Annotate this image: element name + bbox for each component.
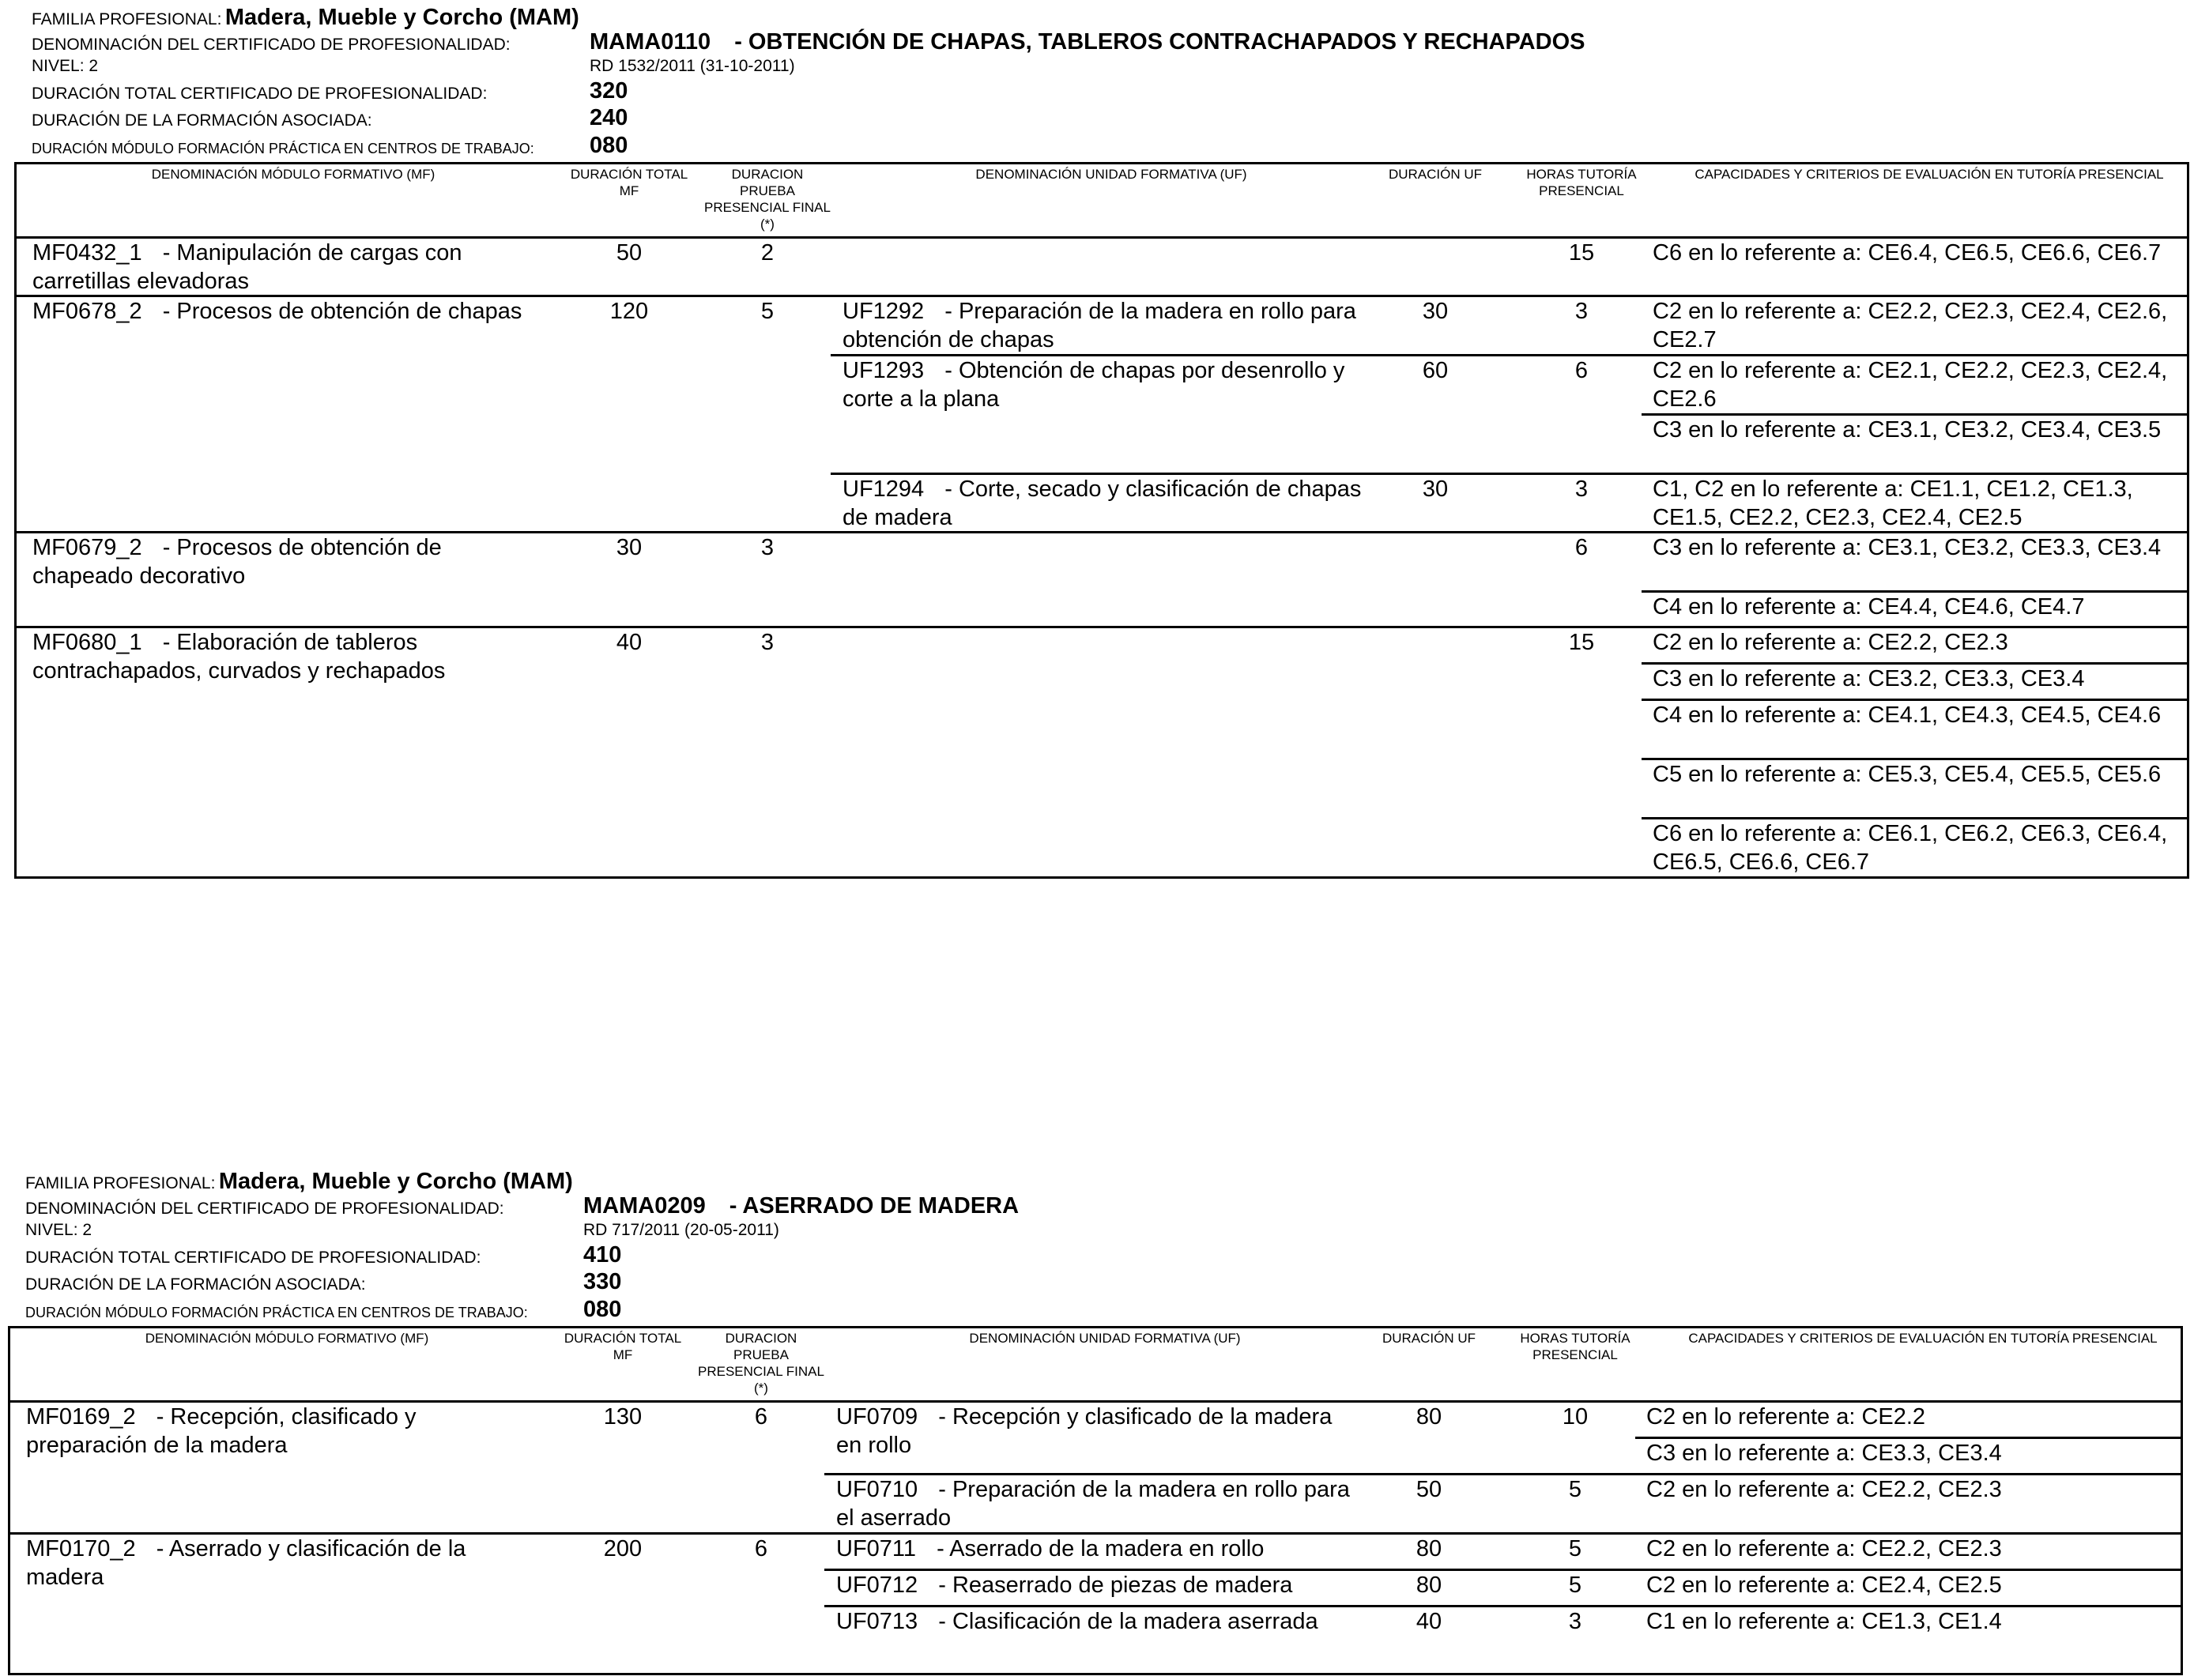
certificate-code: MAMA0209 [583,1193,706,1219]
certificate-code: MAMA0110 [590,29,711,55]
uf-name-cell [843,297,1364,354]
mf-name: - Procesos de obtención de chapeado decorativo [32,535,442,589]
capacidad-cell: C6 en lo referente a: CE6.1, CE6.2, CE6.3, CE6.4, CE6.5, CE6.6, CE6.7 [1653,821,2168,875]
uf-name-cell [843,475,1364,532]
duracion-practica-label: DURACIÓN MÓDULO FORMACIÓN PRÁCTICA EN CENTROS DE TRABAJO: [32,141,534,156]
duracion-total-label: DURACIÓN TOTAL CERTIFICADO DE PROFESIONALIDAD: [25,1249,481,1267]
duracion-practica-label: DURACIÓN MÓDULO FORMACIÓN PRÁCTICA EN CENTROS DE TRABAJO: [25,1305,528,1320]
col-header-mf: DENOMINACIÓN MÓDULO FORMATIVO (MF) [145,1331,429,1346]
mf-prueba: 3 [760,630,775,655]
duracion-formacion-value: 240 [590,105,628,130]
uf-duracion: 80 [1416,1536,1442,1561]
mf-total: 120 [609,299,649,324]
uf-code: UF0709 [836,1404,918,1430]
familia-row [25,1170,573,1193]
mf-name-cell [32,628,538,685]
mf-prueba: 2 [760,240,775,266]
mf-name: - Manipulación de cargas con carretillas elevadoras [32,240,462,294]
uf-name-cell [836,1535,1358,1563]
modules-table [14,162,2189,879]
uf-horas: 10 [1562,1404,1589,1430]
uf-code: UF0711 [836,1536,917,1561]
col-header-dur-uf: DURACIÓN UF [1388,167,1483,182]
mf-horas: 6 [1574,535,1589,560]
capacidad-cell: C2 en lo referente a: CE2.4, CE2.5 [1646,1573,2002,1598]
mf-horas: 15 [1568,630,1595,655]
uf-name-cell [836,1403,1358,1460]
mf-name: - Procesos de obtención de chapas [162,299,522,324]
duracion-formacion-label: DURACIÓN DE LA FORMACIÓN ASOCIADA: [25,1275,366,1294]
uf-duracion: 40 [1416,1609,1442,1634]
duracion-total-value: 410 [583,1242,622,1268]
col-header-cap: CAPACIDADES Y CRITERIOS DE EVALUACIÓN EN TUTORÍA PRESENCIAL [1688,1331,2158,1346]
mf-prueba: 5 [760,299,775,324]
certificate-name: - OBTENCIÓN DE CHAPAS, TABLEROS CONTRACHAPADOS Y RECHAPADOS [734,29,1585,55]
mf-total: 200 [603,1536,643,1561]
duracion-practica-value: 080 [583,1297,622,1322]
uf-name-cell [836,1475,1358,1532]
uf-name: - Aserrado de la madera en rollo [937,1536,1265,1561]
col-header-uf: DENOMINACIÓN UNIDAD FORMATIVA (UF) [975,167,1247,182]
rd-label: RD 1532/2011 (31-10-2011) [590,57,795,75]
capacidad-cell: C2 en lo referente a: CE2.2, CE2.3, CE2.4, CE2.6, CE2.7 [1653,299,2168,352]
mf-name-cell [26,1403,532,1460]
col-header-uf: DENOMINACIÓN UNIDAD FORMATIVA (UF) [969,1331,1241,1346]
mf-code: MF0679_2 [32,535,142,560]
certificate-name: - ASERRADO DE MADERA [729,1193,1020,1219]
capacidad-cell: C2 en lo referente a: CE2.2 [1646,1404,1926,1430]
uf-code: UF1292 [843,299,925,324]
duracion-formacion-value: 330 [583,1269,622,1294]
uf-duracion: 50 [1416,1477,1442,1502]
uf-name: - Reaserrado de piezas de madera [938,1573,1293,1598]
mf-code: MF0170_2 [26,1536,136,1561]
mf-prueba: 6 [754,1404,768,1430]
mf-name-cell [32,533,538,590]
col-header-cap: CAPACIDADES Y CRITERIOS DE EVALUACIÓN EN TUTORÍA PRESENCIAL [1695,167,2164,182]
familia-label: FAMILIA PROFESIONAL: [32,10,222,28]
uf-name-cell [843,356,1364,413]
certificate-block-2 [0,1162,2194,1680]
capacidad-cell: C3 en lo referente a: CE3.1, CE3.2, CE3.3, CE3.4 [1653,535,2162,560]
uf-name: - Recepción y clasificado de la madera en rollo [836,1404,1333,1458]
mf-prueba: 6 [754,1536,768,1561]
nivel-label: NIVEL: 2 [32,57,99,75]
capacidad-cell: C4 en lo referente a: CE4.1, CE4.3, CE4.5, CE4.6 [1653,703,2162,728]
uf-horas: 6 [1574,358,1589,383]
uf-duracion: 80 [1416,1404,1442,1430]
uf-code: UF1293 [843,358,925,383]
col-header-horas: HORAS TUTORÍA PRESENCIAL [1526,167,1637,198]
mf-name-cell [32,297,538,326]
uf-horas: 3 [1574,299,1589,324]
duracion-practica-value: 080 [590,133,628,158]
capacidad-cell: C5 en lo referente a: CE5.3, CE5.4, CE5.5, CE5.6 [1653,762,2162,787]
uf-horas: 5 [1568,1477,1582,1502]
mf-total: 50 [616,240,643,266]
uf-name-cell [836,1607,1358,1636]
uf-duracion: 30 [1422,299,1449,324]
mf-total: 130 [603,1404,643,1430]
mf-name-cell [32,239,538,296]
mf-name-cell [26,1535,532,1591]
uf-name: - Obtención de chapas por desenrollo y corte a la plana [843,358,1345,412]
rd-label: RD 717/2011 (20-05-2011) [583,1221,779,1239]
uf-code: UF0710 [836,1477,918,1502]
col-header-total-mf: DURACIÓN TOTAL MF [570,167,688,198]
uf-horas: 3 [1568,1609,1582,1634]
mf-code: MF0680_1 [32,630,142,655]
mf-total: 30 [616,535,643,560]
uf-duracion: 60 [1422,358,1449,383]
capacidad-cell: C3 en lo referente a: CE3.3, CE3.4 [1646,1441,2002,1466]
uf-name: - Preparación de la madera en rollo para obtención de chapas [843,299,1356,352]
capacidad-cell: C6 en lo referente a: CE6.4, CE6.5, CE6.6, CE6.7 [1653,240,2162,266]
capacidad-cell: C2 en lo referente a: CE2.2, CE2.3 [1653,630,2008,655]
mf-total: 40 [616,630,643,655]
uf-duracion: 80 [1416,1573,1442,1598]
capacidad-cell: C2 en lo referente a: CE2.2, CE2.3 [1646,1536,2002,1561]
duracion-formacion-label: DURACIÓN DE LA FORMACIÓN ASOCIADA: [32,111,372,130]
uf-name: - Corte, secado y clasificación de chapas de madera [843,477,1362,530]
denominacion-label: DENOMINACIÓN DEL CERTIFICADO DE PROFESIONALIDAD: [25,1200,504,1218]
mf-name: - Aserrado y clasificación de la madera [26,1536,466,1590]
nivel-label: NIVEL: 2 [25,1221,92,1239]
col-header-prueba: DURACION PRUEBA PRESENCIAL FINAL (*) [704,167,831,232]
capacidad-cell: C2 en lo referente a: CE2.2, CE2.3 [1646,1477,2002,1502]
certificate-title [590,31,1585,54]
capacidad-cell: C1 en lo referente a: CE1.3, CE1.4 [1646,1609,2002,1634]
familia-row [32,6,579,29]
mf-horas: 15 [1568,240,1595,266]
uf-horas: 5 [1568,1573,1582,1598]
duracion-total-value: 320 [590,78,628,104]
uf-name: - Clasificación de la madera aserrada [938,1609,1318,1634]
capacidad-cell: C3 en lo referente a: CE3.2, CE3.3, CE3.4 [1653,666,2085,691]
mf-code: MF0169_2 [26,1404,136,1430]
uf-code: UF0712 [836,1573,918,1598]
capacidad-cell: C1, C2 en lo referente a: CE1.1, CE1.2, CE1.3, CE1.5, CE2.2, CE2.3, CE2.4, CE2.5 [1653,477,2133,530]
uf-horas: 3 [1574,477,1589,502]
uf-code: UF1294 [843,477,925,502]
certificate-title [583,1195,1019,1218]
familia-value: Madera, Mueble y Corcho (MAM) [218,1169,573,1194]
mf-code: MF0432_1 [32,240,142,266]
col-header-total-mf: DURACIÓN TOTAL MF [564,1331,682,1362]
capacidad-cell: C3 en lo referente a: CE3.1, CE3.2, CE3.4, CE3.5 [1653,417,2162,443]
uf-horas: 5 [1568,1536,1582,1561]
uf-name-cell [836,1571,1358,1599]
col-header-prueba: DURACION PRUEBA PRESENCIAL FINAL (*) [698,1331,824,1396]
uf-code: UF0713 [836,1609,918,1634]
mf-prueba: 3 [760,535,775,560]
col-header-dur-uf: DURACIÓN UF [1382,1331,1476,1346]
col-header-horas: HORAS TUTORÍA PRESENCIAL [1520,1331,1630,1362]
capacidad-cell: C4 en lo referente a: CE4.4, CE4.6, CE4.7 [1653,594,2085,620]
uf-name: - Preparación de la madera en rollo para el aserrado [836,1477,1350,1531]
col-header-mf: DENOMINACIÓN MÓDULO FORMATIVO (MF) [151,167,435,182]
uf-duracion: 30 [1422,477,1449,502]
modules-table [8,1326,2183,1675]
familia-label: FAMILIA PROFESIONAL: [25,1174,216,1192]
familia-value: Madera, Mueble y Corcho (MAM) [224,5,579,30]
mf-code: MF0678_2 [32,299,142,324]
capacidad-cell: C2 en lo referente a: CE2.1, CE2.2, CE2.3, CE2.4, CE2.6 [1653,358,2168,412]
denominacion-label: DENOMINACIÓN DEL CERTIFICADO DE PROFESIONALIDAD: [32,36,511,54]
mf-name: - Elaboración de tableros contrachapados, curvados y rechapados [32,630,446,684]
mf-name: - Recepción, clasificado y preparación de la madera [26,1404,417,1458]
duracion-total-label: DURACIÓN TOTAL CERTIFICADO DE PROFESIONALIDAD: [32,85,488,103]
